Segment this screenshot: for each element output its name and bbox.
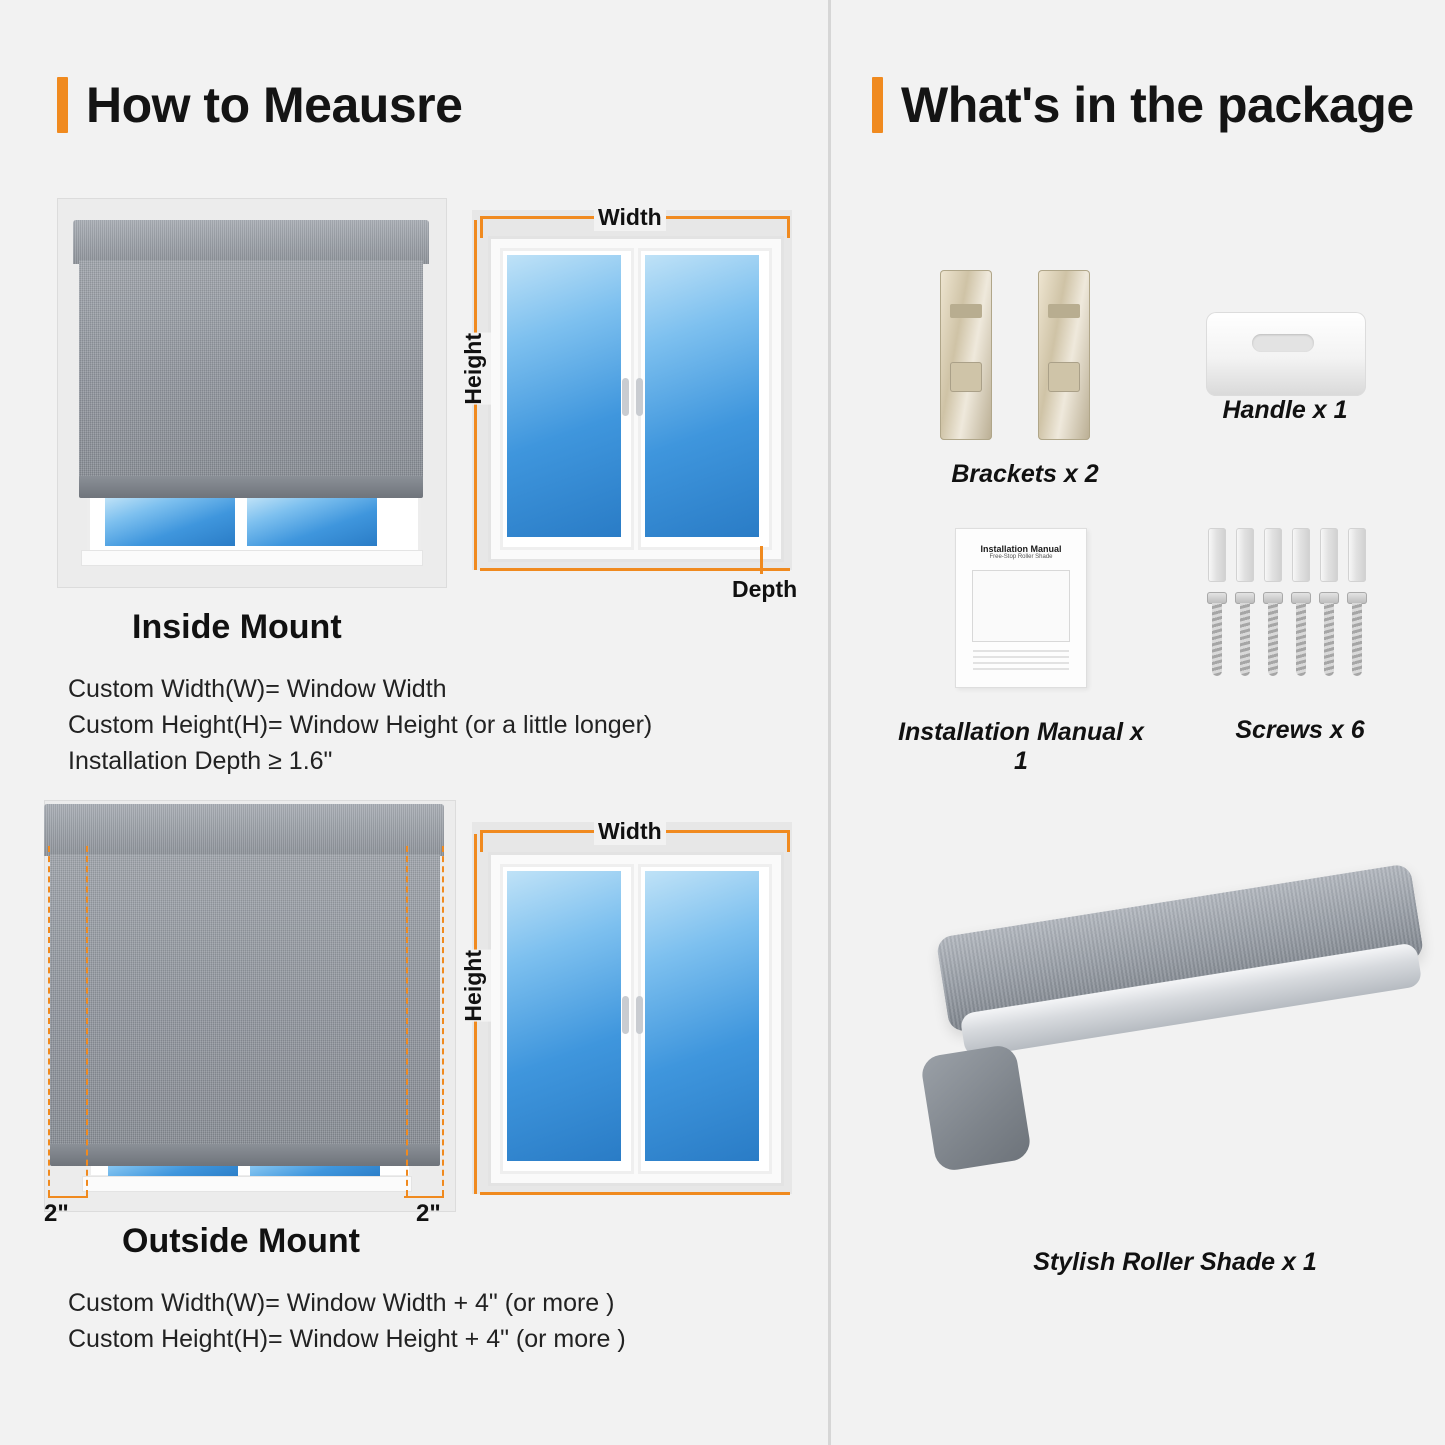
screw-5 [1322,592,1336,676]
wall-anchor-2 [1236,528,1254,582]
screws-label: Screws x 6 [1235,716,1365,744]
window-handle-left [622,996,629,1034]
manual-cover-illustration [972,570,1070,642]
window-glass-right [645,255,759,537]
outside-mount-line-1: Custom Width(W)= Window Width + 4" (or more ) [68,1289,615,1317]
shade-fabric [50,854,440,1146]
right-heading [872,76,1414,134]
screws-group [1208,528,1388,688]
screw-6 [1350,592,1364,676]
bracket-2-detail [1048,304,1080,318]
wall-anchor-5 [1320,528,1338,582]
screw-4 [1294,592,1308,676]
overhang-tick-right [404,1196,444,1198]
bracket-1 [940,270,992,440]
inside-mount-line-1: Custom Width(W)= Window Width [68,675,447,703]
installation-manual [955,528,1087,688]
column-divider [828,0,831,1445]
screw-2 [1238,592,1252,676]
manual-cover-lines [973,650,1069,670]
left-heading [57,76,462,134]
window-glass-left [105,498,235,546]
screw-shaft [1240,603,1250,676]
roller-shade-label: Stylish Roller Shade x 1 [1033,1248,1317,1276]
width-label: Width [594,818,666,845]
outside-mount-title: Outside Mount [122,1222,360,1260]
brackets-group [930,270,1120,460]
inside-mount-line-2: Custom Height(H)= Window Height (or a little longer) [68,711,653,739]
overhang-label-left: 2" [44,1200,69,1227]
manual-cover-title: Installation Manual [980,544,1062,554]
shade-valance [73,220,429,264]
bottom-dimension-line [480,568,790,571]
screw-shaft [1268,603,1278,676]
bracket-1-detail [950,304,982,318]
screw-3 [1266,592,1280,676]
bracket-2-detail-2 [1048,362,1080,392]
width-label: Width [594,204,666,231]
screw-shaft [1324,603,1334,676]
inside-mount-title: Inside Mount [132,608,342,646]
window-glass-left [507,871,621,1161]
accent-bar [57,77,68,133]
inside-mount-line-3: Installation Depth ≥ 1.6" [68,747,333,775]
outside-mount-shade-illustration [36,800,456,1227]
inside-mount-text-block [68,608,768,779]
window-sill [82,1176,412,1192]
accent-bar [872,77,883,133]
overhang-dash-right [442,846,444,1196]
screw-shaft [1296,603,1306,676]
overhang-dash-left-inner [86,846,88,1196]
overhang-tick-left [48,1196,88,1198]
installation-manual-label: Installation Manual x 1 [898,718,1144,775]
shade-bottom-rail [50,1144,440,1166]
right-heading-text: What's in the package [901,77,1414,133]
height-label: Height [456,333,491,405]
overhang-dash-right-inner [406,846,408,1196]
window-glass-right [645,871,759,1161]
wall-anchor-4 [1292,528,1310,582]
roller-shade-product [900,860,1420,1190]
window-handle-left [622,378,629,416]
overhang-dash-left [48,846,50,1196]
outside-mount-measure-diagram [460,810,810,1210]
inside-mount-shade-illustration [57,198,447,588]
width-tick-right [787,216,790,238]
handle-label: Handle x 1 [1222,396,1348,424]
handle-part [1206,312,1366,396]
shade-valance [44,804,444,856]
screw-shaft [1352,603,1362,676]
bracket-1-detail-2 [950,362,982,392]
shade-bottom-rail [79,476,423,498]
window-glass-right [247,498,377,546]
screw-1 [1210,592,1224,676]
brackets-label: Brackets x 2 [951,460,1099,488]
outside-mount-text-block [68,1222,768,1357]
left-heading-text: How to Meausre [86,77,463,133]
wall-anchor-1 [1208,528,1226,582]
depth-label: Depth [728,576,801,603]
height-label: Height [456,950,491,1022]
window-handle-right [636,378,643,416]
bottom-dimension-line [480,1192,790,1195]
width-tick-left [480,830,483,852]
shade-fabric [79,260,423,478]
wall-anchor-6 [1348,528,1366,582]
window-handle-right [636,996,643,1034]
window-sill [81,550,423,566]
bracket-2 [1038,270,1090,440]
width-tick-left [480,216,483,238]
screw-shaft [1212,603,1222,676]
roller-shade-end-cap [920,1043,1033,1173]
width-tick-right [787,830,790,852]
overhang-label-right: 2" [416,1200,441,1227]
wall-anchor-3 [1264,528,1282,582]
window-glass-left [507,255,621,537]
manual-cover-subtitle: Free-Stop Roller Shade [989,554,1053,560]
outside-mount-line-2: Custom Height(H)= Window Height + 4" (or more ) [68,1325,626,1353]
inside-mount-measure-diagram [460,198,810,602]
depth-dimension-line [760,546,763,574]
